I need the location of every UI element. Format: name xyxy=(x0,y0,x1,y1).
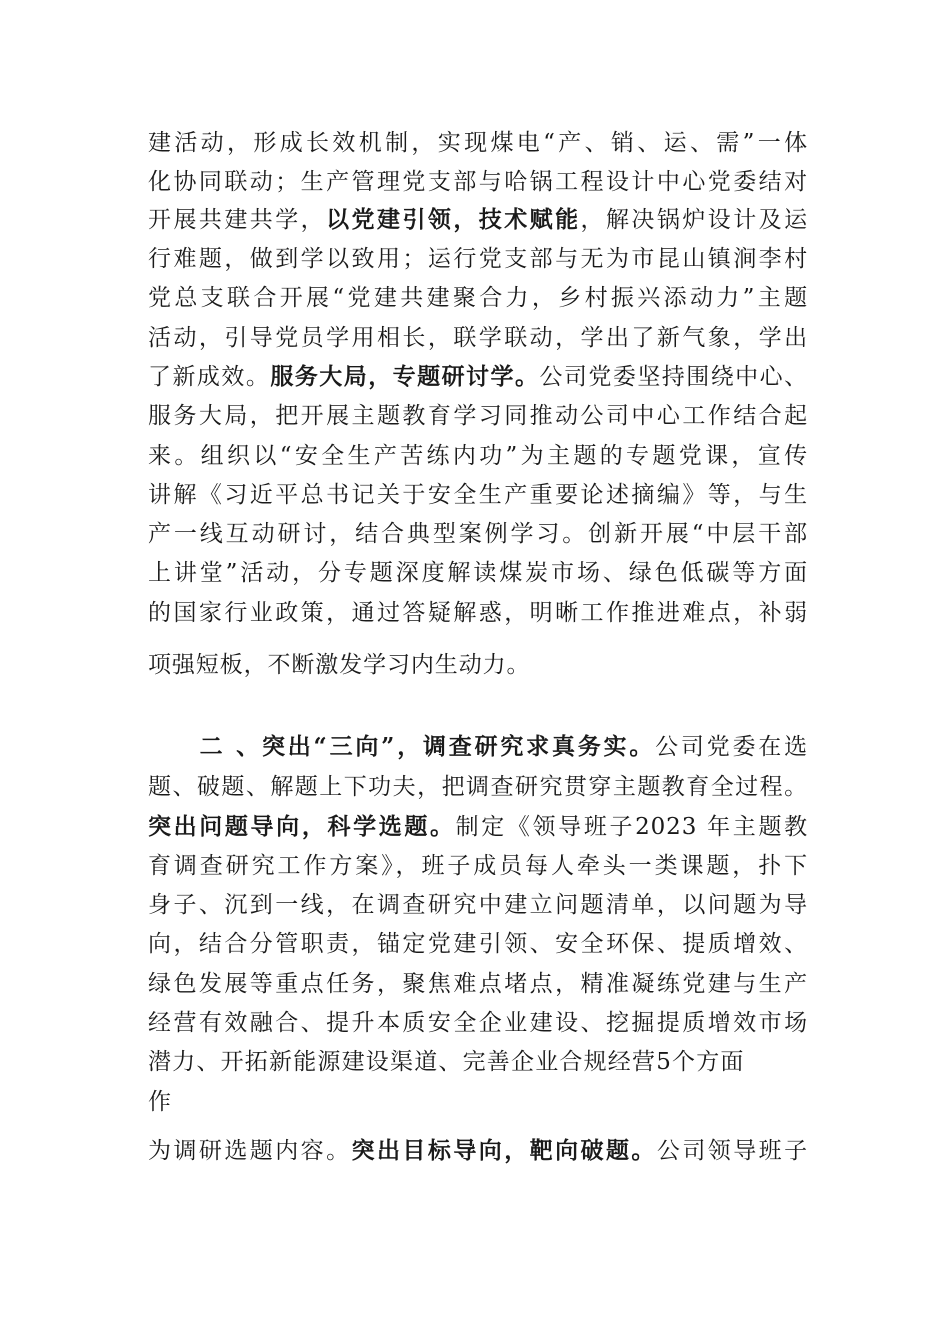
text-run: 产一线互动研讨，结合典型案例学习。创新开展“中层干部 xyxy=(148,521,808,547)
text-run: 党总支联合开展“党建共建聚合力，乡村振兴添动力”主题 xyxy=(148,285,808,311)
text-run: 向，结合分管职责，锚定党建引领、安全环保、提质增效、 xyxy=(148,931,808,957)
text-run: 的国家行业政策，通过答疑解惑，明晰工作推进难点，补弱 xyxy=(148,600,808,626)
text-line xyxy=(148,851,808,881)
text-line xyxy=(148,283,808,313)
text-run: 化协同联动；生产管理党支部与哈锅工程设计中心党委结对 xyxy=(148,169,808,195)
text-line xyxy=(148,205,808,235)
text-line xyxy=(148,812,808,842)
text-run: 来。组织以“安全生产苦练内功”为主题的专题党课，宣传 xyxy=(148,443,808,469)
text-run: 题、破题、解题上下功夫，把调查研究贯穿主题教育全过程。 xyxy=(148,774,808,800)
text-line xyxy=(148,401,808,431)
text-run: 行难题，做到学以致用；运行党支部与无为市昆山镇涧李村 xyxy=(148,246,808,272)
bold-text-run: 二 、突出“三向”，调查研究求真务实。 xyxy=(148,733,656,760)
text-run: 绿色发展等重点任务，聚焦难点堵点，精准凝练党建与生产 xyxy=(148,971,808,997)
text-run: 经营有效融合、提升本质安全企业建设、挖掘提质增效市场 xyxy=(148,1010,808,1036)
text-line xyxy=(148,929,808,959)
text-run: 了新成效。 xyxy=(148,364,271,390)
text-run: 育调查研究工作方案》，班子成员每人牵头一类课题，扑下 xyxy=(148,853,808,879)
text-run: 制定《领导班子2023 年主题教 xyxy=(455,814,808,840)
text-run: 上讲堂”活动，分专题深度解读煤炭市场、绿色低碳等方面 xyxy=(148,560,808,586)
text-line xyxy=(148,441,808,471)
text-line xyxy=(148,1047,800,1077)
text-run: 潜力、开拓新能源建设渠道、完善企业合规经营5个方面 xyxy=(148,1049,745,1075)
text-line xyxy=(148,1087,808,1117)
text-line xyxy=(148,167,808,197)
text-run: 公司领导班子 xyxy=(656,1138,808,1164)
text-run: 建活动，形成长效机制，实现煤电“产、销、运、需”一体 xyxy=(148,130,808,156)
text-line xyxy=(148,890,808,920)
text-line xyxy=(148,480,808,510)
text-run: 项强短板，不断激发学习内生动力。 xyxy=(148,652,531,678)
text-run: 公司党委在选 xyxy=(655,734,808,760)
bold-text-run: 突出问题导向，科学选题。 xyxy=(148,813,456,840)
text-line xyxy=(148,1008,808,1038)
text-line xyxy=(148,128,808,158)
text-run: ，解决锅炉设计及运 xyxy=(580,207,808,233)
text-line xyxy=(148,362,808,392)
text-run: 身子、沉到一线，在调查研究中建立问题清单，以问题为导 xyxy=(148,892,808,918)
text-line xyxy=(148,969,808,999)
text-line xyxy=(148,772,808,802)
bold-text-run: 服务大局，专题研讨学。 xyxy=(270,363,540,390)
text-run: 公司党委坚持围绕中心、 xyxy=(539,364,809,390)
text-line xyxy=(148,1136,808,1166)
text-line xyxy=(148,598,808,628)
text-run: 讲解《习近平总书记关于安全生产重要论述摘编》等，与生 xyxy=(148,482,808,508)
text-run: 作 xyxy=(148,1089,172,1115)
text-line xyxy=(148,558,808,588)
text-line xyxy=(148,650,808,680)
bold-text-run: 突出目标导向，靶向破题。 xyxy=(351,1137,657,1164)
bold-text-run: 以党建引领，技术赋能 xyxy=(326,206,581,233)
text-run: 服务大局，把开展主题教育学习同推动公司中心工作结合起 xyxy=(148,403,808,429)
text-line xyxy=(148,244,808,274)
text-run: 为调研选题内容。 xyxy=(148,1138,352,1164)
text-run: 活动，引导党员学用相长，联学联动，学出了新气象，学出 xyxy=(148,325,808,351)
section-heading-line xyxy=(148,732,808,762)
text-line xyxy=(148,323,808,353)
text-line xyxy=(148,519,808,549)
text-run: 开展共建共学， xyxy=(148,207,327,233)
